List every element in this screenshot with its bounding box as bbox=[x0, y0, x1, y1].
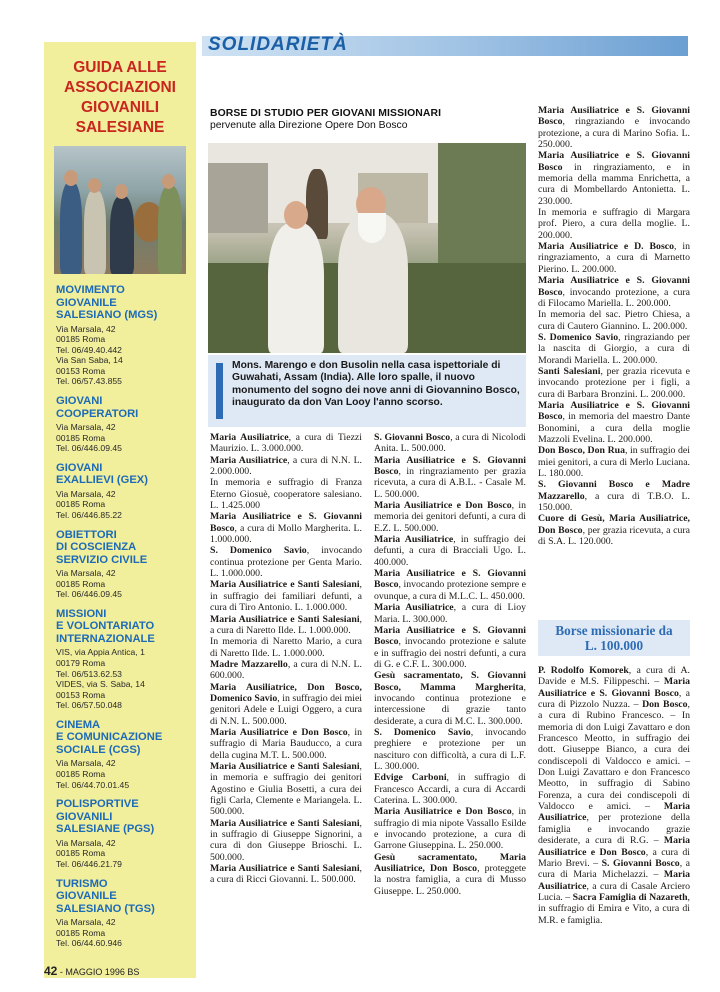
donation-entry bbox=[210, 659, 362, 682]
photo-caption bbox=[208, 355, 526, 427]
donation-entry bbox=[374, 625, 526, 670]
donation-dedication: Maria Ausiliatrice e S. Giovanni Bosco bbox=[538, 150, 690, 173]
donation-dedication: Maria Ausiliatrice e Don Bosco bbox=[210, 726, 348, 738]
donation-entry bbox=[210, 761, 362, 818]
donation-dedication: Maria Ausiliatrice e S. Giovanni Bosco bbox=[538, 676, 690, 699]
donation-dedication: S. Giovanni Bosco bbox=[601, 857, 680, 869]
main-photo bbox=[208, 143, 526, 353]
donation-details: , in suffragio di Giuseppe Signorini, a cura di don Giuseppe Brioschi. L. 500.000. bbox=[210, 817, 362, 863]
donation-dedication: Maria Ausiliatrice e S. Giovanni Bosco bbox=[210, 511, 362, 534]
donation-details: , in ringraziamento per grazia ricevuta, a cura di A.B.L. - Casale M. L. 500.000. bbox=[374, 466, 526, 500]
association-address: Via Marsala, 42 00185 Roma Tel. 06/446.09.45 bbox=[56, 422, 122, 454]
donation-dedication: Sacra Famiglia di Nazareth bbox=[572, 891, 688, 903]
donation-details: , in memoria del maestro Dante Bonomini, a cura della moglie Mazzoli Evelina. L. 200.000. bbox=[538, 411, 690, 445]
donation-dedication: Maria Ausiliatrice e Don Bosco bbox=[374, 806, 512, 818]
donation-details: , in ringraziamento, a cura di Marnetto Pierino. L. 200.000. bbox=[538, 241, 690, 275]
donation-dedication: Edvige Carboni bbox=[374, 772, 447, 784]
donation-entry bbox=[374, 455, 526, 500]
donation-details: , in suffragio dei familiari defunti, a cura di Tiro Antonio. L. 1.000.000. bbox=[210, 579, 362, 614]
donation-entry bbox=[538, 105, 690, 150]
caption-text: Mons. Marengo e don Busolin nella casa ispettoriale di Guwahati, Assam (India). Alle loro spalle, il nuovo monumento del sogno dei nove anni di Giovannino Bosco, inaugurato da don Van Looy l'anno scorso. bbox=[232, 360, 520, 408]
association-item bbox=[56, 395, 194, 454]
donation-details: , ringraziando per la nascita di Giorgio, a cura di Morandi Mariella. L. 200.000. bbox=[538, 331, 690, 366]
donation-details: , a cura di Tiezzi Maurizio. L. 3.000.000. bbox=[210, 432, 362, 455]
donation-details: , a cura di N.N. L. 600.000. bbox=[210, 658, 362, 682]
donation-details: , in suffragio dei miei genitori, a cura di Merlo Luciana. L. 180.000. bbox=[538, 445, 691, 479]
association-address: Via Marsala, 42 00185 Roma Tel. 06/446.85.22 bbox=[56, 488, 122, 521]
association-name: OBIETTORI DI COSCIENZA SERVIZIO CIVILE bbox=[56, 528, 148, 566]
page-footer bbox=[44, 964, 139, 978]
donation-dedication: Maria Ausiliatrice bbox=[538, 801, 690, 824]
donation-entry bbox=[210, 727, 362, 761]
donation-entry bbox=[374, 602, 526, 625]
donation-details: , invocando continua protezione per Genta Mario. L. 1.000.000. bbox=[210, 545, 362, 580]
donation-entry bbox=[538, 366, 690, 400]
association-item bbox=[56, 798, 194, 869]
donation-dedication: Maria Ausiliatrice e Santi Salesiani bbox=[210, 863, 360, 875]
donation-entry bbox=[374, 534, 526, 568]
donation-details: , invocando protezione e salute e in suffragio dei nostri defunti, a cura di G. e C.F. L. 300.000. bbox=[374, 636, 526, 670]
donation-dedication: Santi Salesiani bbox=[538, 365, 601, 377]
association-name: TURISMO GIOVANILE SALESIANO (TGS) bbox=[56, 877, 155, 915]
donation-dedication: Gesù sacramentato, Maria Ausiliatrice, Don Bosco bbox=[374, 851, 526, 875]
donation-dedication: Maria Ausiliatrice e Don Bosco bbox=[374, 500, 512, 512]
donation-entry bbox=[210, 818, 362, 863]
sidebar-photo bbox=[54, 146, 186, 274]
donation-details: In memoria e suffragio di Franza Eterno Giosuè, cooperatore salesiano. L. 1.425.000 bbox=[210, 477, 362, 512]
donation-details: , in suffragio di Francesco Accardi, a cura di Accardi Caterina. L. 300.000. bbox=[374, 772, 526, 806]
donation-details: , a cura di Maria Michelazzi. – bbox=[538, 857, 690, 881]
donation-dedication: Maria Ausiliatrice e S. Giovanni Bosco bbox=[538, 105, 690, 128]
donation-details: , in memoria e suffragio dei genitori Agostino e Giulia Bosetti, a cura dei figli Carla, Clemente e Mariangela. L. 500.000. bbox=[210, 760, 362, 818]
donation-details: in ringraziamento, e in memoria della mamma Enrichetta, a cura di Mombellardo Antonietta. L. 230.000. bbox=[538, 161, 690, 207]
association-address: Via Marsala, 42 00185 Roma Tel. 06/49.40.442 Via San Saba, 14 00153 Roma Tel. 06/57.43.855 bbox=[56, 323, 123, 387]
donation-details: , per grazia ricevuta, a cura di S.A. L. 120.000. bbox=[538, 524, 690, 548]
donation-details: , in memoria dei genitori defunti, a cura di E.Z. L. 500.000. bbox=[374, 500, 526, 534]
donation-entry bbox=[374, 568, 526, 602]
association-address: VIS, via Appia Antica, 1 00179 Roma Tel. 06/513.62.53 VIDES, via S. Saba, 14 00153 Roma Tel. 06/57.50.048 bbox=[56, 647, 145, 711]
donation-details: , invocando preghiere e protezione per un nascituro con difficoltà, a cura di L.F. L. 300.000. bbox=[374, 726, 526, 772]
donation-dedication: Maria Ausiliatrice e Santi Salesiani bbox=[210, 613, 360, 625]
sidebar-associations bbox=[44, 42, 196, 978]
donation-dedication: Maria Ausiliatrice e S. Giovanni Bosco bbox=[538, 399, 690, 423]
donation-dedication: Don Bosco, Don Rua bbox=[538, 445, 625, 457]
text-column-3 bbox=[538, 105, 690, 547]
donation-entry bbox=[538, 207, 690, 241]
donation-entry bbox=[538, 699, 690, 812]
donation-entry bbox=[374, 772, 526, 806]
donation-dedication: Maria Ausiliatrice e Santi Salesiani bbox=[210, 817, 360, 829]
donation-details: , a cura di Naretto Ilde. L. 1.000.000. bbox=[210, 613, 362, 636]
donation-details: , a cura di A. Davide e M.S. Filippeschi. – bbox=[538, 665, 690, 688]
text-column-2 bbox=[374, 432, 526, 897]
donation-details: In memoria del sac. Pietro Chiesa, a cura di Cautero Giannino. L. 200.000. bbox=[538, 309, 690, 332]
text-column-1 bbox=[210, 432, 362, 886]
donation-entry bbox=[538, 479, 690, 513]
donation-entry bbox=[538, 150, 690, 207]
donation-dedication: Maria Ausiliatrice e S. Giovanni Bosco bbox=[374, 568, 526, 591]
donation-entry bbox=[210, 579, 362, 613]
donation-details: , invocando protezione, a cura di Filocamo Mariella. L. 200.000. bbox=[538, 286, 690, 309]
association-address: Via Marsala, 42 00185 Roma Tel. 06/44.70.01.45 bbox=[56, 758, 130, 790]
issue-label: - MAGGIO 1996 BS bbox=[59, 967, 140, 977]
donation-dedication: Maria Ausiliatrice e S. Giovanni Bosco bbox=[538, 275, 690, 298]
donation-dedication: S. Giovanni Bosco bbox=[374, 432, 451, 443]
donation-dedication: P. Rodolfo Komorek bbox=[538, 665, 629, 676]
donation-dedication: Maria Ausiliatrice bbox=[210, 454, 288, 466]
donation-dedication: S. Giovanni Bosco e Madre Mazzarello bbox=[538, 479, 690, 502]
donation-details: , in suffragio di mia nipote Vassallo Esilde e invocando protezione, a cura di Garrone Giuseppina. L. 250.000. bbox=[374, 806, 526, 852]
donation-entry bbox=[210, 477, 362, 511]
donation-details: , a cura di T.B.O. L. 150.000. bbox=[538, 490, 690, 514]
donation-details: In memoria di Naretto Mario, a cura di Naretto Ilde. L. 1.000.000. bbox=[210, 636, 362, 659]
donation-details: , invocando protezione sempre e ovunque, a cura di M.L.C. L. 450.000. bbox=[374, 579, 526, 602]
donation-details: , a cura di N.N. L. 2.000.000. bbox=[210, 454, 362, 478]
donation-details: , in suffragio di Emira e Vito, a cura di M.R. e famiglia. bbox=[538, 891, 690, 926]
donation-entry bbox=[538, 332, 690, 366]
donation-entry bbox=[538, 275, 690, 309]
association-name: MOVIMENTO GIOVANILE SALESIANO (MGS) bbox=[56, 284, 158, 321]
donation-dedication: Cuore di Gesù, Maria Ausiliatrice, Don Bosco bbox=[538, 513, 690, 536]
association-name: POLISPORTIVE GIOVANILI SALESIANE (PGS) bbox=[56, 798, 155, 836]
donation-entry bbox=[374, 852, 526, 897]
donation-entry bbox=[374, 500, 526, 534]
article-title: BORSE DI STUDIO PER GIOVANI MISSIONARI bbox=[210, 108, 442, 119]
donation-entry bbox=[374, 670, 526, 727]
donation-entry bbox=[210, 636, 362, 659]
section-title: SOLIDARIETÀ bbox=[208, 34, 348, 55]
donation-dedication: Maria Ausiliatrice e Don Bosco bbox=[538, 835, 690, 858]
donation-dedication: Madre Mazzarello bbox=[210, 658, 288, 670]
donation-details: , ringraziando e invocando protezione, a cura di Marino Sofia. L. 250.000. bbox=[538, 116, 690, 151]
association-item bbox=[56, 719, 194, 790]
donation-dedication: S. Domenico Savio bbox=[538, 331, 619, 343]
donation-details: , a cura di Mario Brevi. – bbox=[538, 846, 691, 869]
donation-entry bbox=[538, 445, 690, 479]
donation-details: , proteggete la nostra famiglia, a cura di Musso Giuseppe. L. 250.000. bbox=[374, 863, 526, 897]
donation-dedication: S. Domenico Savio bbox=[374, 726, 471, 738]
donation-dedication: Maria Ausiliatrice bbox=[374, 534, 454, 546]
association-item bbox=[56, 878, 194, 949]
association-item bbox=[56, 284, 194, 387]
donation-dedication: Maria Ausiliatrice bbox=[374, 602, 454, 614]
donation-dedication: Gesù sacramentato, S. Giovanni Bosco, Mamma Margherita bbox=[374, 670, 526, 693]
donation-details: , in suffragio di Maria Bauducco, a cura della cugina M.T. L. 500.000. bbox=[210, 726, 362, 761]
donation-details: , a cura di Ricci Giovanni. L. 500.000. bbox=[210, 863, 362, 886]
association-address: Via Marsala, 42 00185 Roma Tel. 06/446.21.79 bbox=[56, 837, 122, 869]
donation-dedication: Maria Ausiliatrice, Don Bosco, Domenico Savio bbox=[210, 681, 362, 704]
association-name: MISSIONI E VOLONTARIATO INTERNAZIONALE bbox=[56, 607, 155, 645]
donation-dedication: Don Bosco bbox=[642, 699, 688, 711]
article-header bbox=[210, 108, 528, 131]
donation-entry bbox=[374, 806, 526, 851]
donation-details: , per protezione della famiglia e invocando grazie desiderate, a cura di R.G. – bbox=[538, 812, 690, 847]
box-heading: Borse missionarie da L. 100.000 bbox=[538, 620, 690, 656]
donation-entry bbox=[538, 309, 690, 332]
sidebar-title: GUIDA ALLE ASSOCIAZIONI GIOVANILI SALESIANE bbox=[64, 59, 176, 136]
donation-entry bbox=[210, 545, 362, 579]
donation-entry bbox=[538, 513, 690, 547]
donation-entry bbox=[210, 511, 362, 545]
association-name: GIOVANI COOPERATORI bbox=[56, 395, 139, 420]
donation-entry bbox=[210, 863, 362, 886]
donation-details: , in suffragio dei defunti, a cura di Bracciali Ugo. L. 400.000. bbox=[374, 534, 527, 568]
association-address: Via Marsala, 42 00185 Roma Tel. 06/44.60.946 bbox=[56, 917, 122, 949]
page-number: 42 bbox=[44, 964, 58, 978]
association-item bbox=[56, 529, 194, 600]
donation-details: , invocando continua protezione e intercessione di grazie tanto desiderate, a cura di M.C. L. 300.000. bbox=[374, 681, 526, 727]
donation-dedication: Maria Ausiliatrice e D. Bosco bbox=[538, 241, 675, 253]
association-name: GIOVANI EXALLIEVI (GEX) bbox=[56, 461, 148, 487]
caption-accent-bar bbox=[216, 363, 223, 419]
association-list bbox=[56, 284, 194, 957]
donation-details: , in suffragio dei miei genitori Adele e Luigi Oggero, a cura di N.N. L. 500.000. bbox=[210, 692, 363, 727]
article-subtitle: pervenute alla Direzione Opere Don Bosco bbox=[210, 120, 408, 131]
donation-details: In memoria e suffragio di Margara prof. Piero, a cura della moglie. L. 200.000. bbox=[538, 207, 690, 241]
donation-entry bbox=[374, 727, 526, 772]
donation-details: , a cura di Mollo Margherita. L. 1.000.000. bbox=[210, 522, 362, 546]
donation-dedication: Maria Ausiliatrice e Santi Salesiani bbox=[210, 579, 360, 591]
donation-details: , a cura di Casale Arciero Lucia. – bbox=[538, 880, 690, 903]
donation-entry bbox=[210, 682, 362, 727]
donation-entry bbox=[210, 614, 362, 637]
donation-details: , a cura di Nicolodi Anita. L. 500.000. bbox=[374, 432, 527, 455]
donation-details: , a cura di Rubino Francesco. – In memoria di don Luigi Zavattaro e don Francesco Meotto, in suffragio dei dott. Giuseppe Bianco, a cura dei condiscepoli di Valdocco e amici. – Don Luigi Zavattaro e don Francesco Meotto, in suffragio di Sabino Forenza, a cura dei condiscepoli di Valdocco e amici. – bbox=[538, 699, 690, 813]
donation-details: , a cura di Lioy Maria. L. 300.000. bbox=[374, 602, 527, 625]
association-address: Via Marsala, 42 00185 Roma Tel. 06/446.09.45 bbox=[56, 568, 122, 600]
donation-entry bbox=[210, 432, 362, 455]
donation-dedication: Maria Ausiliatrice e Santi Salesiani bbox=[210, 760, 360, 772]
donation-entry bbox=[538, 241, 690, 275]
text-column-3-continued bbox=[538, 665, 690, 926]
donation-entry bbox=[374, 432, 526, 455]
donation-dedication: Maria Ausiliatrice e S. Giovanni Bosco bbox=[374, 454, 526, 478]
donation-dedication: Maria Ausiliatrice bbox=[538, 869, 690, 892]
donation-details: , a cura di Pizzolo Nuzza. – bbox=[538, 687, 690, 711]
association-name: CINEMA E COMUNICAZIONE SOCIALE (CGS) bbox=[56, 718, 163, 756]
donation-entry bbox=[538, 400, 690, 445]
association-item bbox=[56, 462, 194, 521]
donation-dedication: Maria Ausiliatrice bbox=[210, 432, 289, 443]
donation-dedication: Maria Ausiliatrice e S. Giovanni Bosco bbox=[374, 624, 526, 648]
association-item bbox=[56, 608, 194, 711]
donation-entry bbox=[210, 455, 362, 478]
donation-dedication: S. Domenico Savio bbox=[210, 545, 307, 557]
donation-details: , per grazia ricevuta e invocando protezione per i figli, a cura di Barbara Bronzini. L. 200.000. bbox=[538, 365, 690, 400]
